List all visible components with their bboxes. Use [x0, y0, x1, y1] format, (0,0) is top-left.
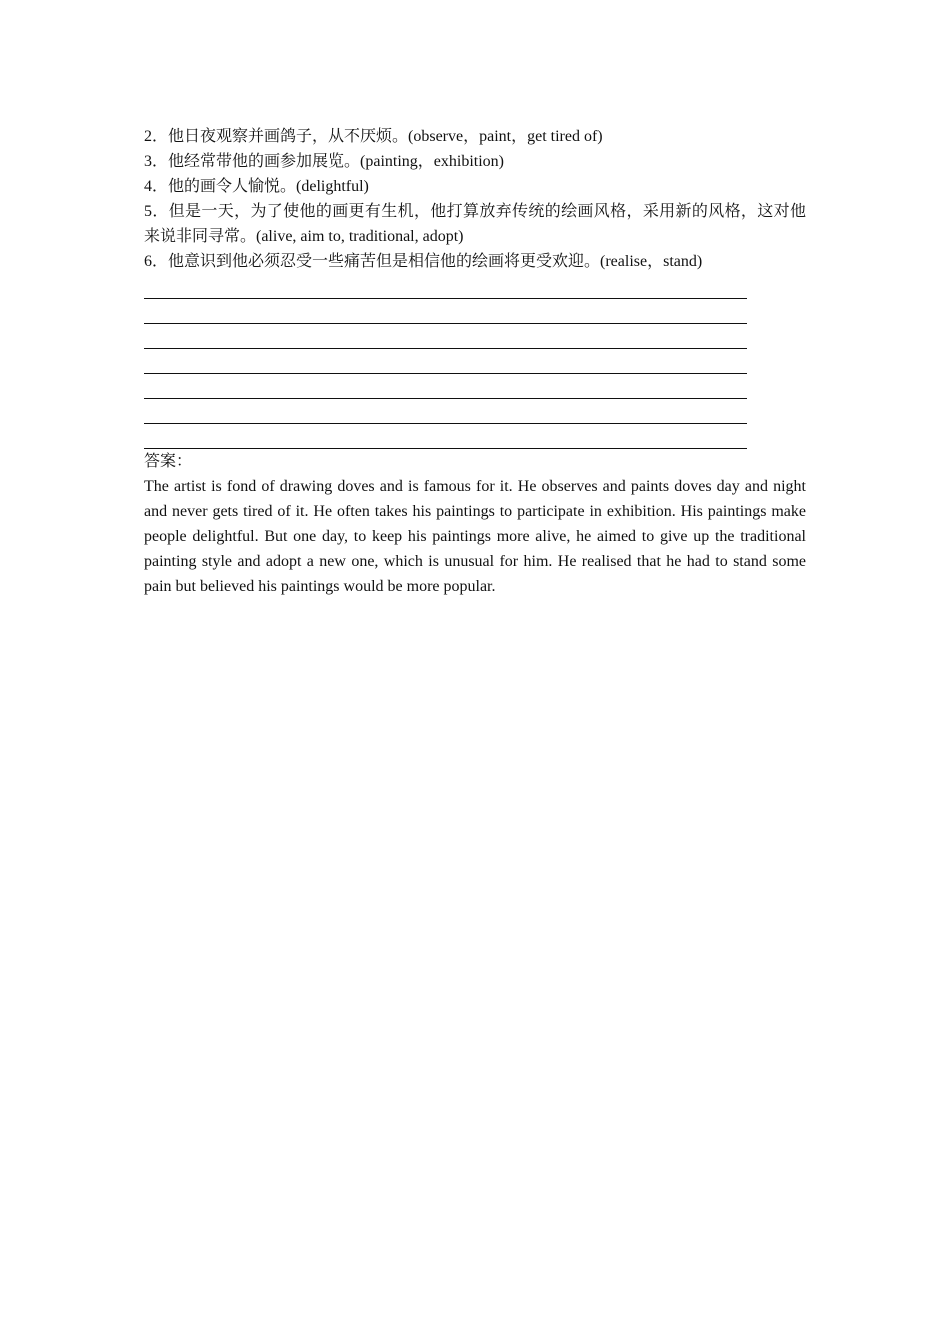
- question-item-6: [144, 249, 806, 274]
- writing-line: [144, 324, 747, 349]
- question-text: 他日夜观察并画鸽子，从不厌烦。(observe，paint，get tired of): [168, 128, 603, 145]
- document-content: [144, 124, 806, 599]
- question-number: 5．: [144, 203, 169, 220]
- question-number: 4．: [144, 178, 169, 195]
- question-item-4: [144, 174, 806, 199]
- question-number: 2．: [144, 128, 169, 145]
- writing-line: [144, 399, 747, 424]
- writing-line: [144, 299, 747, 324]
- question-text: 他意识到他必须忍受一些痛苦但是相信他的绘画将更受欢迎。(realise，stand): [168, 253, 703, 270]
- writing-line: [144, 424, 747, 449]
- answer-text: The artist is fond of drawing doves and is famous for it. He observes and paints doves day and night and never gets tired of it. He often takes his paintings to participate in exhibition. His paintings make people delightful. But one day, to keep his paintings more alive, he aimed to give up the traditional painting style and adopt a new one, which is unusual for him. He realised that he had to stand some pain but believed his paintings would be more popular.: [144, 478, 806, 595]
- writing-line: [144, 349, 747, 374]
- question-item-2: [144, 124, 806, 149]
- question-item-3: [144, 149, 806, 174]
- question-item-5: [144, 199, 806, 249]
- question-text: 但是一天，为了使他的画更有生机，他打算放弃传统的绘画风格，采用新的风格，这对他来说非同寻常。(alive, aim to, traditional, adopt): [144, 203, 806, 245]
- question-number: 6．: [144, 253, 169, 270]
- answer-writing-lines: [144, 274, 806, 449]
- question-number: 3．: [144, 153, 169, 170]
- writing-line: [144, 274, 747, 299]
- question-text: 他经常带他的画参加展览。(painting，exhibition): [168, 153, 504, 170]
- answer-label: 答案：: [144, 453, 193, 470]
- question-text: 他的画令人愉悦。(delightful): [168, 178, 369, 195]
- writing-line: [144, 374, 747, 399]
